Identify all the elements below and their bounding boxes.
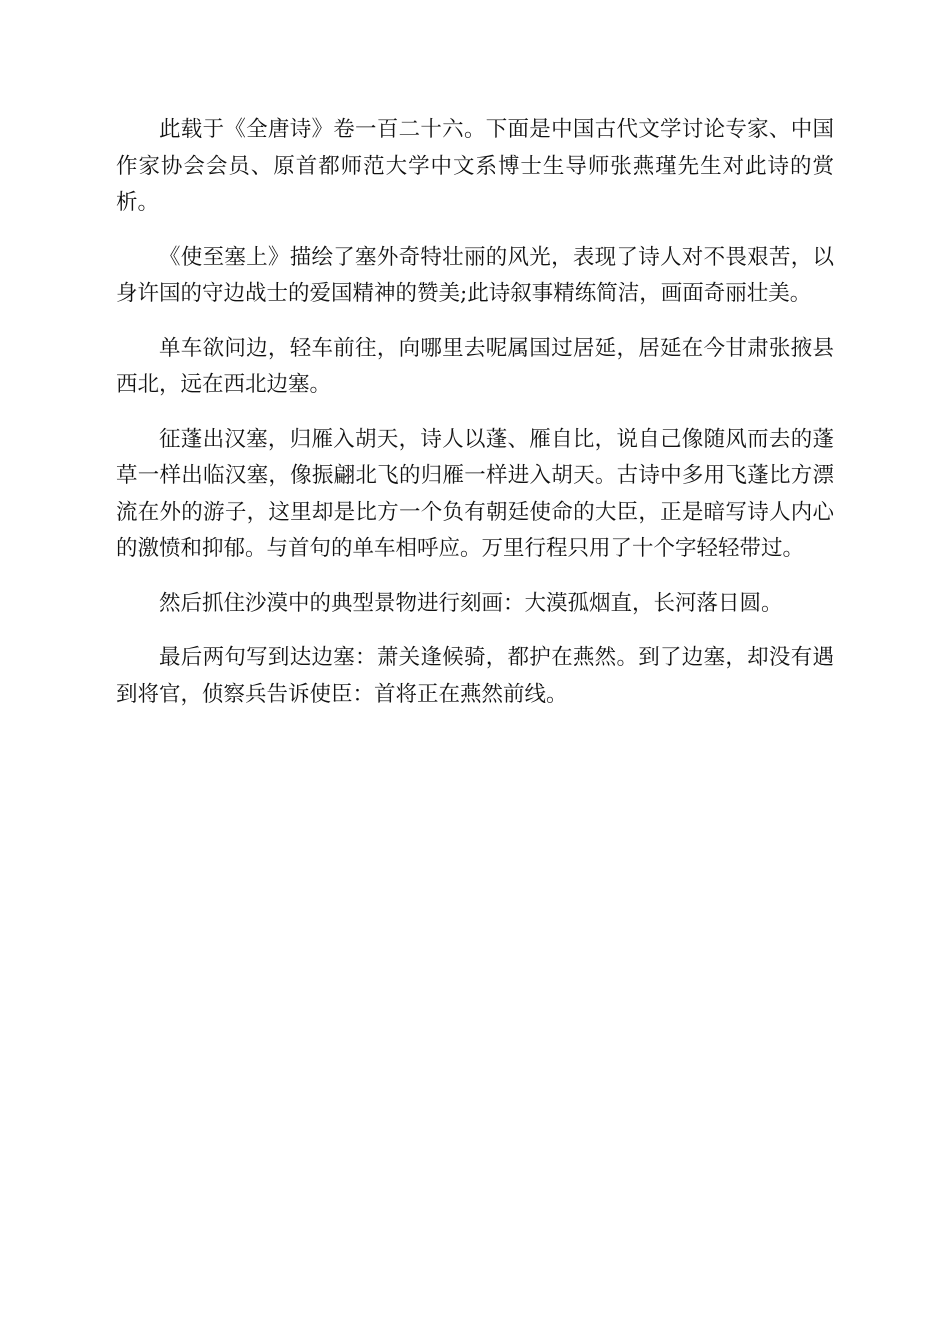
paragraph-line-two-analysis: 征蓬出汉塞，归雁入胡天，诗人以蓬、雁自比，说自己像随风而去的蓬草一样出临汉塞，像振翩北飞的归雁一样进入胡天。古诗中多用飞蓬比方漂流在外的游子，这里却是比方一个负有朝廷使命的大臣，正是暗写诗人内心的激愤和抑郁。与首句的单车相呼应。万里行程只用了十个字轻轻带过。 <box>116 426 834 561</box>
paragraph-ending-analysis: 最后两句写到达边塞：萧关逢候骑，都护在燕然。到了边塞，却没有遇到将官，侦察兵告诉使臣：首将正在燕然前线。 <box>116 645 834 707</box>
document-body <box>116 112 834 731</box>
paragraph-scenery-analysis: 然后抓住沙漠中的典型景物进行刻画：大漠孤烟直，长河落日圆。 <box>159 590 783 616</box>
paragraph-source-note: 此载于《全唐诗》卷一百二十六。下面是中国古代文学讨论专家、中国作家协会会员、原首都师范大学中文系博士生导师张燕瑾先生对此诗的赏析。 <box>116 117 834 215</box>
paragraph-poem-summary: 《使至塞上》描绘了塞外奇特壮丽的风光，表现了诗人对不畏艰苦，以身许国的守边战士的爱国精神的赞美;此诗叙事精练简洁，画面奇丽壮美。 <box>116 244 834 306</box>
paragraph-line-one-analysis: 单车欲问边，轻车前往，向哪里去呢属国过居延，居延在今甘肃张掖县西北，远在西北边塞。 <box>116 335 834 397</box>
